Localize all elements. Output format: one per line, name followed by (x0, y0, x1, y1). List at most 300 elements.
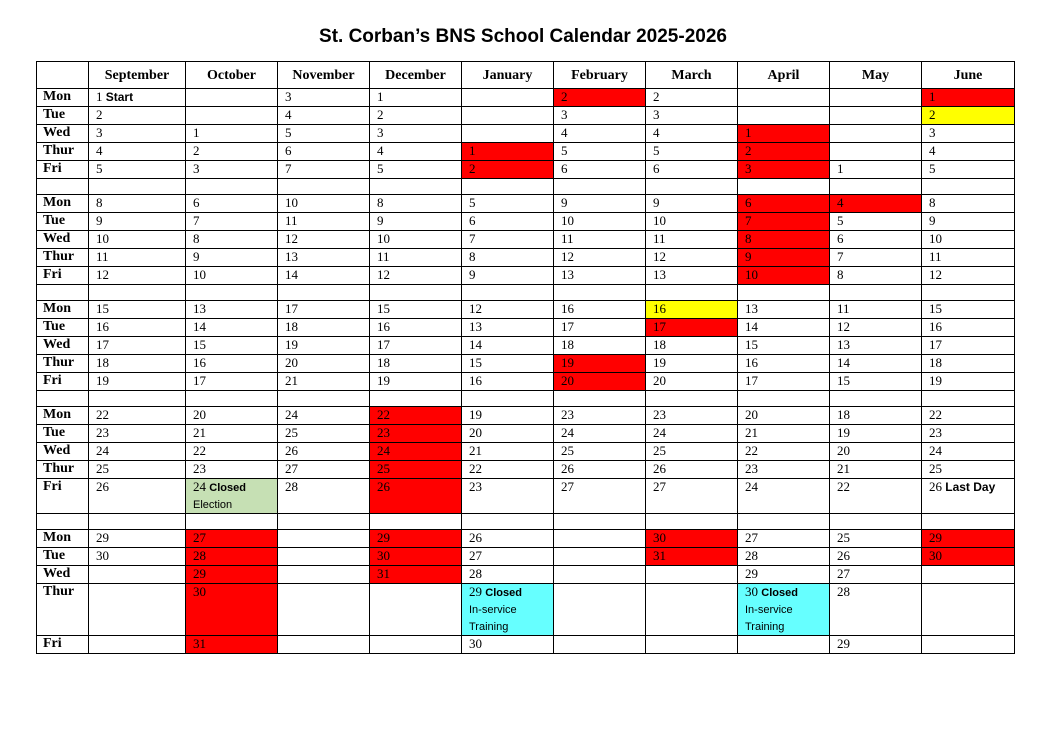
date-number: 19 (96, 373, 109, 388)
date-number: 17 (561, 319, 574, 334)
weekday-label: Fri (37, 161, 89, 179)
date-cell (738, 548, 830, 566)
date-cell (186, 337, 278, 355)
date-cell (830, 249, 922, 267)
weekday-label: Wed (37, 125, 89, 143)
date-cell (738, 249, 830, 267)
date-cell (370, 425, 462, 443)
date-cell (922, 319, 1015, 337)
date-cell (922, 530, 1015, 548)
date-number: 20 (745, 407, 758, 422)
date-number: 11 (561, 231, 574, 246)
date-cell (370, 479, 462, 514)
date-cell (186, 443, 278, 461)
date-number: 22 (193, 443, 206, 458)
date-cell (89, 566, 186, 584)
date-cell (186, 89, 278, 107)
date-number: 11 (653, 231, 666, 246)
date-number: 9 (377, 213, 384, 228)
spacer-cell (37, 179, 89, 195)
date-number: 22 (96, 407, 109, 422)
date-number: 28 (469, 566, 482, 581)
date-number: 25 (285, 425, 298, 440)
date-number: 26 (653, 461, 666, 476)
date-cell (89, 530, 186, 548)
month-header: September (89, 62, 186, 89)
spacer-cell (186, 514, 278, 530)
date-number: 8 (745, 231, 752, 246)
date-cell (646, 125, 738, 143)
spacer-cell (370, 514, 462, 530)
date-cell (646, 337, 738, 355)
page-title: St. Corban’s BNS School Calendar 2025-2026 (319, 26, 727, 47)
spacer-cell (278, 391, 370, 407)
date-number: 30 (377, 548, 390, 563)
weekday-label: Wed (37, 443, 89, 461)
date-cell (922, 213, 1015, 231)
date-cell (830, 89, 922, 107)
date-cell (278, 373, 370, 391)
spacer-cell (186, 285, 278, 301)
date-number: 27 (469, 548, 482, 563)
date-number: 18 (837, 407, 850, 422)
date-cell (738, 407, 830, 425)
date-number: 25 (561, 443, 574, 458)
date-cell (554, 107, 646, 125)
date-cell (370, 407, 462, 425)
date-number: 1 (96, 89, 103, 104)
date-cell (89, 213, 186, 231)
date-number: 17 (745, 373, 758, 388)
date-cell (738, 143, 830, 161)
spacer-cell (922, 514, 1015, 530)
date-number: 16 (377, 319, 390, 334)
date-number: 26 (929, 479, 942, 494)
date-cell (370, 89, 462, 107)
date-cell (370, 636, 462, 654)
date-number: 9 (96, 213, 103, 228)
date-number: 6 (745, 195, 752, 210)
date-cell (186, 213, 278, 231)
day-row (37, 407, 1015, 425)
date-cell (462, 530, 554, 548)
date-number: 24 (96, 443, 109, 458)
date-number: 4 (377, 143, 384, 158)
date-cell (922, 479, 1015, 514)
weekday-label: Thur (37, 355, 89, 373)
date-cell (554, 530, 646, 548)
date-number: 3 (745, 161, 752, 176)
date-number: 24 (377, 443, 390, 458)
date-cell (830, 267, 922, 285)
spacer-cell (186, 391, 278, 407)
date-cell (186, 355, 278, 373)
date-number: 10 (561, 213, 574, 228)
spacer-cell (738, 179, 830, 195)
date-cell (646, 249, 738, 267)
date-number: 7 (745, 213, 752, 228)
date-cell (370, 355, 462, 373)
date-cell (738, 125, 830, 143)
date-number: 30 (653, 530, 666, 545)
date-number: 15 (837, 373, 850, 388)
date-number: 15 (929, 301, 942, 316)
date-cell (554, 125, 646, 143)
date-cell (186, 479, 278, 514)
date-number: 1 (745, 125, 752, 140)
weekday-label: Mon (37, 89, 89, 107)
date-number: 26 (96, 479, 109, 494)
date-cell (89, 195, 186, 213)
date-cell (186, 407, 278, 425)
day-row (37, 337, 1015, 355)
weekday-label: Fri (37, 636, 89, 654)
date-cell (646, 161, 738, 179)
date-number: 7 (469, 231, 476, 246)
date-number: 5 (929, 161, 936, 176)
date-cell (462, 337, 554, 355)
date-number: 14 (193, 319, 206, 334)
day-row (37, 195, 1015, 213)
date-cell (922, 461, 1015, 479)
date-cell (89, 249, 186, 267)
date-cell (278, 319, 370, 337)
date-cell (278, 213, 370, 231)
date-cell (370, 143, 462, 161)
date-number: 10 (653, 213, 666, 228)
day-row (37, 425, 1015, 443)
spacer-cell (830, 514, 922, 530)
weekday-label: Fri (37, 479, 89, 514)
date-number: 12 (469, 301, 482, 316)
date-number: 7 (193, 213, 200, 228)
spacer-cell (830, 179, 922, 195)
date-cell (646, 461, 738, 479)
date-number: 29 (193, 566, 206, 581)
date-number: 10 (96, 231, 109, 246)
calendar-body (37, 89, 1015, 654)
date-cell (922, 636, 1015, 654)
spacer-cell (37, 285, 89, 301)
spacer-cell (89, 391, 186, 407)
date-cell (89, 584, 186, 636)
date-number: 29 (745, 566, 758, 581)
date-number: 18 (96, 355, 109, 370)
date-number: 17 (377, 337, 390, 352)
date-number: 3 (193, 161, 200, 176)
date-cell (186, 301, 278, 319)
date-number: 12 (653, 249, 666, 264)
date-number: 22 (377, 407, 390, 422)
date-cell (186, 161, 278, 179)
date-number: 3 (929, 125, 936, 140)
date-number: 4 (653, 125, 660, 140)
date-cell (554, 443, 646, 461)
date-number: 22 (837, 479, 850, 494)
date-number: 15 (745, 337, 758, 352)
date-number: 11 (837, 301, 850, 316)
date-cell (278, 584, 370, 636)
date-cell (278, 337, 370, 355)
date-number: 18 (377, 355, 390, 370)
date-cell (462, 355, 554, 373)
date-number: 21 (745, 425, 758, 440)
date-number: 16 (561, 301, 574, 316)
weekday-label: Mon (37, 195, 89, 213)
day-row (37, 249, 1015, 267)
date-cell (646, 301, 738, 319)
day-row (37, 566, 1015, 584)
date-cell (186, 125, 278, 143)
date-number: 13 (193, 301, 206, 316)
date-cell (922, 355, 1015, 373)
date-cell (646, 231, 738, 249)
date-cell (646, 89, 738, 107)
date-cell (278, 461, 370, 479)
date-number: 27 (193, 530, 206, 545)
date-cell (738, 355, 830, 373)
date-cell (278, 443, 370, 461)
date-cell (738, 319, 830, 337)
date-number: 14 (745, 319, 758, 334)
weekday-label: Thur (37, 461, 89, 479)
date-cell (462, 479, 554, 514)
date-cell (370, 213, 462, 231)
date-cell (462, 213, 554, 231)
date-number: 31 (193, 636, 206, 651)
month-header: October (186, 62, 278, 89)
date-number: 29 (377, 530, 390, 545)
date-cell (922, 249, 1015, 267)
date-cell (646, 195, 738, 213)
date-cell (554, 355, 646, 373)
date-note-detail: In-service (469, 604, 517, 616)
date-cell (646, 107, 738, 125)
day-row (37, 636, 1015, 654)
month-header: April (738, 62, 830, 89)
date-cell (370, 267, 462, 285)
date-cell (89, 479, 186, 514)
date-cell (554, 213, 646, 231)
date-number: 27 (653, 479, 666, 494)
date-number: 21 (469, 443, 482, 458)
date-number: 25 (653, 443, 666, 458)
date-cell (370, 249, 462, 267)
weekday-label: Wed (37, 337, 89, 355)
date-cell (646, 425, 738, 443)
date-cell (830, 566, 922, 584)
date-number: 6 (469, 213, 476, 228)
date-number: 16 (653, 301, 666, 316)
date-cell (186, 548, 278, 566)
date-number: 7 (285, 161, 292, 176)
date-number: 4 (285, 107, 292, 122)
date-cell (554, 301, 646, 319)
date-number: 15 (96, 301, 109, 316)
month-header-row (37, 62, 1015, 89)
date-cell (830, 195, 922, 213)
date-cell (554, 231, 646, 249)
spacer-cell (462, 391, 554, 407)
date-cell (278, 125, 370, 143)
date-number: 24 (285, 407, 298, 422)
date-cell (462, 143, 554, 161)
month-header: February (554, 62, 646, 89)
date-cell (278, 195, 370, 213)
date-cell (278, 530, 370, 548)
date-number: 27 (837, 566, 850, 581)
date-cell (89, 301, 186, 319)
spacer-cell (278, 285, 370, 301)
date-note: Closed (209, 482, 246, 494)
spacer-cell (89, 179, 186, 195)
spacer-cell (830, 391, 922, 407)
spacer-cell (370, 391, 462, 407)
date-number: 6 (285, 143, 292, 158)
date-number: 16 (929, 319, 942, 334)
date-number: 28 (837, 584, 850, 599)
date-number: 28 (285, 479, 298, 494)
weekday-label: Thur (37, 584, 89, 636)
date-cell (462, 231, 554, 249)
date-cell (462, 461, 554, 479)
date-cell (462, 443, 554, 461)
date-number: 22 (929, 407, 942, 422)
date-cell (830, 407, 922, 425)
date-cell (462, 89, 554, 107)
date-cell (186, 107, 278, 125)
date-number: 1 (837, 161, 844, 176)
date-note: Closed (485, 587, 522, 599)
date-number: 19 (837, 425, 850, 440)
date-number: 23 (929, 425, 942, 440)
spacer-cell (646, 514, 738, 530)
date-number: 3 (561, 107, 568, 122)
spacer-cell (37, 391, 89, 407)
date-cell (462, 125, 554, 143)
weekday-label: Wed (37, 566, 89, 584)
date-cell (922, 584, 1015, 636)
date-number: 2 (745, 143, 752, 158)
weekday-label: Tue (37, 319, 89, 337)
date-cell (554, 249, 646, 267)
date-cell (278, 407, 370, 425)
date-cell (738, 530, 830, 548)
date-number: 9 (653, 195, 660, 210)
date-cell (738, 584, 830, 636)
date-cell (89, 319, 186, 337)
date-number: 1 (377, 89, 384, 104)
date-cell (738, 566, 830, 584)
date-number: 14 (837, 355, 850, 370)
date-cell (186, 249, 278, 267)
date-cell (554, 479, 646, 514)
day-row (37, 89, 1015, 107)
date-cell (646, 566, 738, 584)
date-number: 24 (745, 479, 758, 494)
date-number: 15 (193, 337, 206, 352)
date-cell (554, 425, 646, 443)
date-number: 26 (377, 479, 390, 494)
date-number: 17 (96, 337, 109, 352)
date-number: 23 (653, 407, 666, 422)
spacer-cell (646, 285, 738, 301)
date-note-detail: Training (745, 621, 785, 633)
date-cell (278, 249, 370, 267)
date-cell (738, 107, 830, 125)
date-cell (646, 373, 738, 391)
date-number: 2 (653, 89, 660, 104)
date-number: 3 (653, 107, 660, 122)
spacer-cell (186, 179, 278, 195)
date-cell (554, 143, 646, 161)
date-number: 19 (929, 373, 942, 388)
month-header: November (278, 62, 370, 89)
date-number: 25 (929, 461, 942, 476)
date-cell (830, 461, 922, 479)
date-cell (370, 301, 462, 319)
date-number: 9 (561, 195, 568, 210)
date-cell (830, 231, 922, 249)
date-number: 1 (929, 89, 936, 104)
date-cell (462, 319, 554, 337)
date-number: 31 (653, 548, 666, 563)
date-number: 6 (837, 231, 844, 246)
date-number: 8 (377, 195, 384, 210)
weekday-label: Thur (37, 143, 89, 161)
date-cell (830, 213, 922, 231)
date-number: 18 (929, 355, 942, 370)
date-cell (738, 425, 830, 443)
date-cell (370, 319, 462, 337)
date-number: 18 (653, 337, 666, 352)
date-cell (278, 267, 370, 285)
date-cell (922, 337, 1015, 355)
date-number: 2 (96, 107, 103, 122)
date-cell (462, 107, 554, 125)
weekday-label: Tue (37, 107, 89, 125)
date-number: 5 (96, 161, 103, 176)
date-cell (922, 548, 1015, 566)
date-number: 10 (285, 195, 298, 210)
date-number: 25 (377, 461, 390, 476)
day-row (37, 301, 1015, 319)
date-number: 13 (745, 301, 758, 316)
date-number: 13 (285, 249, 298, 264)
week-spacer-row (37, 514, 1015, 530)
day-row (37, 143, 1015, 161)
date-number: 8 (837, 267, 844, 282)
date-cell (646, 143, 738, 161)
spacer-cell (554, 285, 646, 301)
date-number: 12 (929, 267, 942, 282)
date-cell (554, 407, 646, 425)
date-number: 16 (469, 373, 482, 388)
date-number: 20 (653, 373, 666, 388)
spacer-cell (462, 179, 554, 195)
date-number: 21 (285, 373, 298, 388)
date-cell (922, 231, 1015, 249)
date-cell (554, 636, 646, 654)
day-row (37, 355, 1015, 373)
date-cell (370, 461, 462, 479)
date-cell (830, 548, 922, 566)
date-number: 9 (745, 249, 752, 264)
weekday-label: Mon (37, 530, 89, 548)
date-number: 8 (469, 249, 476, 264)
date-cell (278, 301, 370, 319)
date-number: 25 (837, 530, 850, 545)
